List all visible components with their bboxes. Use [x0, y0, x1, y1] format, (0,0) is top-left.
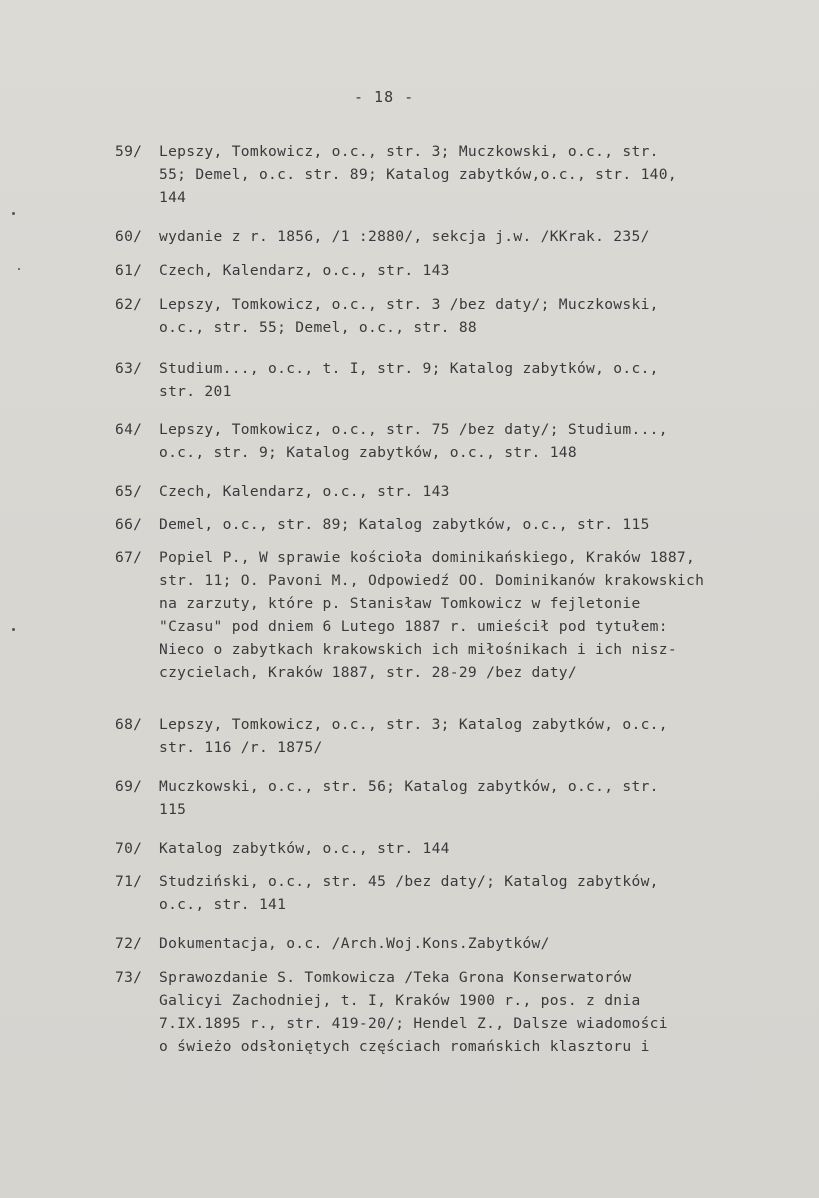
- footnote-number: 61/: [115, 262, 143, 279]
- footnote-line: str. 116 /r. 1875/: [159, 739, 323, 756]
- footnote-line: o.c., str. 9; Katalog zabytków, o.c., str. 148: [159, 444, 577, 461]
- footnote-73: [115, 966, 795, 1058]
- footnote-61: [115, 259, 795, 282]
- footnote-line: 144: [159, 189, 187, 206]
- footnote-line: Studziński, o.c., str. 45 /bez daty/; Katalog zabytków,: [159, 873, 659, 890]
- footnote-72: [115, 932, 795, 955]
- scan-speck: [18, 268, 20, 270]
- footnote-66: [115, 513, 795, 536]
- footnote-65: [115, 480, 795, 503]
- footnote-line: str. 11; O. Pavoni M., Odpowiedź OO. Dominikanów krakowskich: [159, 572, 705, 589]
- footnote-70: [115, 837, 795, 860]
- footnote-line: Popiel P., W sprawie kościoła dominikańskiego, Kraków 1887,: [159, 549, 696, 566]
- footnote-line: 55; Demel, o.c. str. 89; Katalog zabytków,o.c., str. 140,: [159, 166, 677, 183]
- footnote-line: Demel, o.c., str. 89; Katalog zabytków, o.c., str. 115: [159, 516, 650, 533]
- footnote-60: [115, 225, 795, 248]
- footnote-67: [115, 546, 795, 684]
- footnote-line: Lepszy, Tomkowicz, o.c., str. 3 /bez daty/; Muczkowski,: [159, 296, 659, 313]
- footnote-line: Sprawozdanie S. Tomkowicza /Teka Grona Konserwatorów: [159, 969, 632, 986]
- footnote-number: 59/: [115, 143, 143, 160]
- footnote-line: o świeżo odsłoniętych częściach romańskich klasztoru i: [159, 1038, 650, 1055]
- footnote-line: Muczkowski, o.c., str. 56; Katalog zabytków, o.c., str.: [159, 778, 659, 795]
- footnote-line: czycielach, Kraków 1887, str. 28-29 /bez daty/: [159, 664, 577, 681]
- footnote-number: 72/: [115, 935, 143, 952]
- page-number: - 18 -: [354, 88, 415, 106]
- footnote-line: Galicyi Zachodniej, t. I, Kraków 1900 r., pos. z dnia: [159, 992, 641, 1009]
- footnote-line: Katalog zabytków, o.c., str. 144: [159, 840, 450, 857]
- footnote-number: 67/: [115, 549, 143, 566]
- footnote-68: [115, 713, 795, 759]
- footnote-number: 73/: [115, 969, 143, 986]
- footnote-number: 60/: [115, 228, 143, 245]
- footnote-line: o.c., str. 141: [159, 896, 287, 913]
- footnote-line: Czech, Kalendarz, o.c., str. 143: [159, 262, 450, 279]
- footnote-line: Czech, Kalendarz, o.c., str. 143: [159, 483, 450, 500]
- footnote-number: 65/: [115, 483, 143, 500]
- footnote-line: Lepszy, Tomkowicz, o.c., str. 75 /bez daty/; Studium...,: [159, 421, 668, 438]
- scan-speck: [12, 212, 15, 215]
- footnote-number: 66/: [115, 516, 143, 533]
- footnote-number: 69/: [115, 778, 143, 795]
- footnote-number: 64/: [115, 421, 143, 438]
- footnote-63: [115, 357, 795, 403]
- footnote-line: na zarzuty, które p. Stanisław Tomkowicz w fejletonie: [159, 595, 641, 612]
- footnote-line: Lepszy, Tomkowicz, o.c., str. 3; Muczkowski, o.c., str.: [159, 143, 659, 160]
- footnote-line: o.c., str. 55; Demel, o.c., str. 88: [159, 319, 478, 336]
- footnote-line: 115: [159, 801, 187, 818]
- footnote-line: Lepszy, Tomkowicz, o.c., str. 3; Katalog zabytków, o.c.,: [159, 716, 668, 733]
- footnote-line: 7.IX.1895 r., str. 419-20/; Hendel Z., Dalsze wiadomości: [159, 1015, 668, 1032]
- footnote-number: 70/: [115, 840, 143, 857]
- footnote-number: 63/: [115, 360, 143, 377]
- footnote-64: [115, 418, 795, 464]
- footnote-69: [115, 775, 795, 821]
- footnote-number: 68/: [115, 716, 143, 733]
- footnote-71: [115, 870, 795, 916]
- footnote-line: Dokumentacja, o.c. /Arch.Woj.Kons.Zabytków/: [159, 935, 550, 952]
- footnote-line: wydanie z r. 1856, /1 :2880/, sekcja j.w. /KKrak. 235/: [159, 228, 650, 245]
- footnote-line: Nieco o zabytkach krakowskich ich miłośnikach i ich nisz-: [159, 641, 677, 658]
- footnote-line: str. 201: [159, 383, 232, 400]
- footnote-62: [115, 293, 795, 339]
- footnote-number: 71/: [115, 873, 143, 890]
- footnote-59: [115, 140, 795, 209]
- scan-speck: [12, 628, 15, 631]
- footnote-line: Studium..., o.c., t. I, str. 9; Katalog zabytków, o.c.,: [159, 360, 659, 377]
- footnote-line: "Czasu" pod dniem 6 Lutego 1887 r. umieścił pod tytułem:: [159, 618, 668, 635]
- footnote-number: 62/: [115, 296, 143, 313]
